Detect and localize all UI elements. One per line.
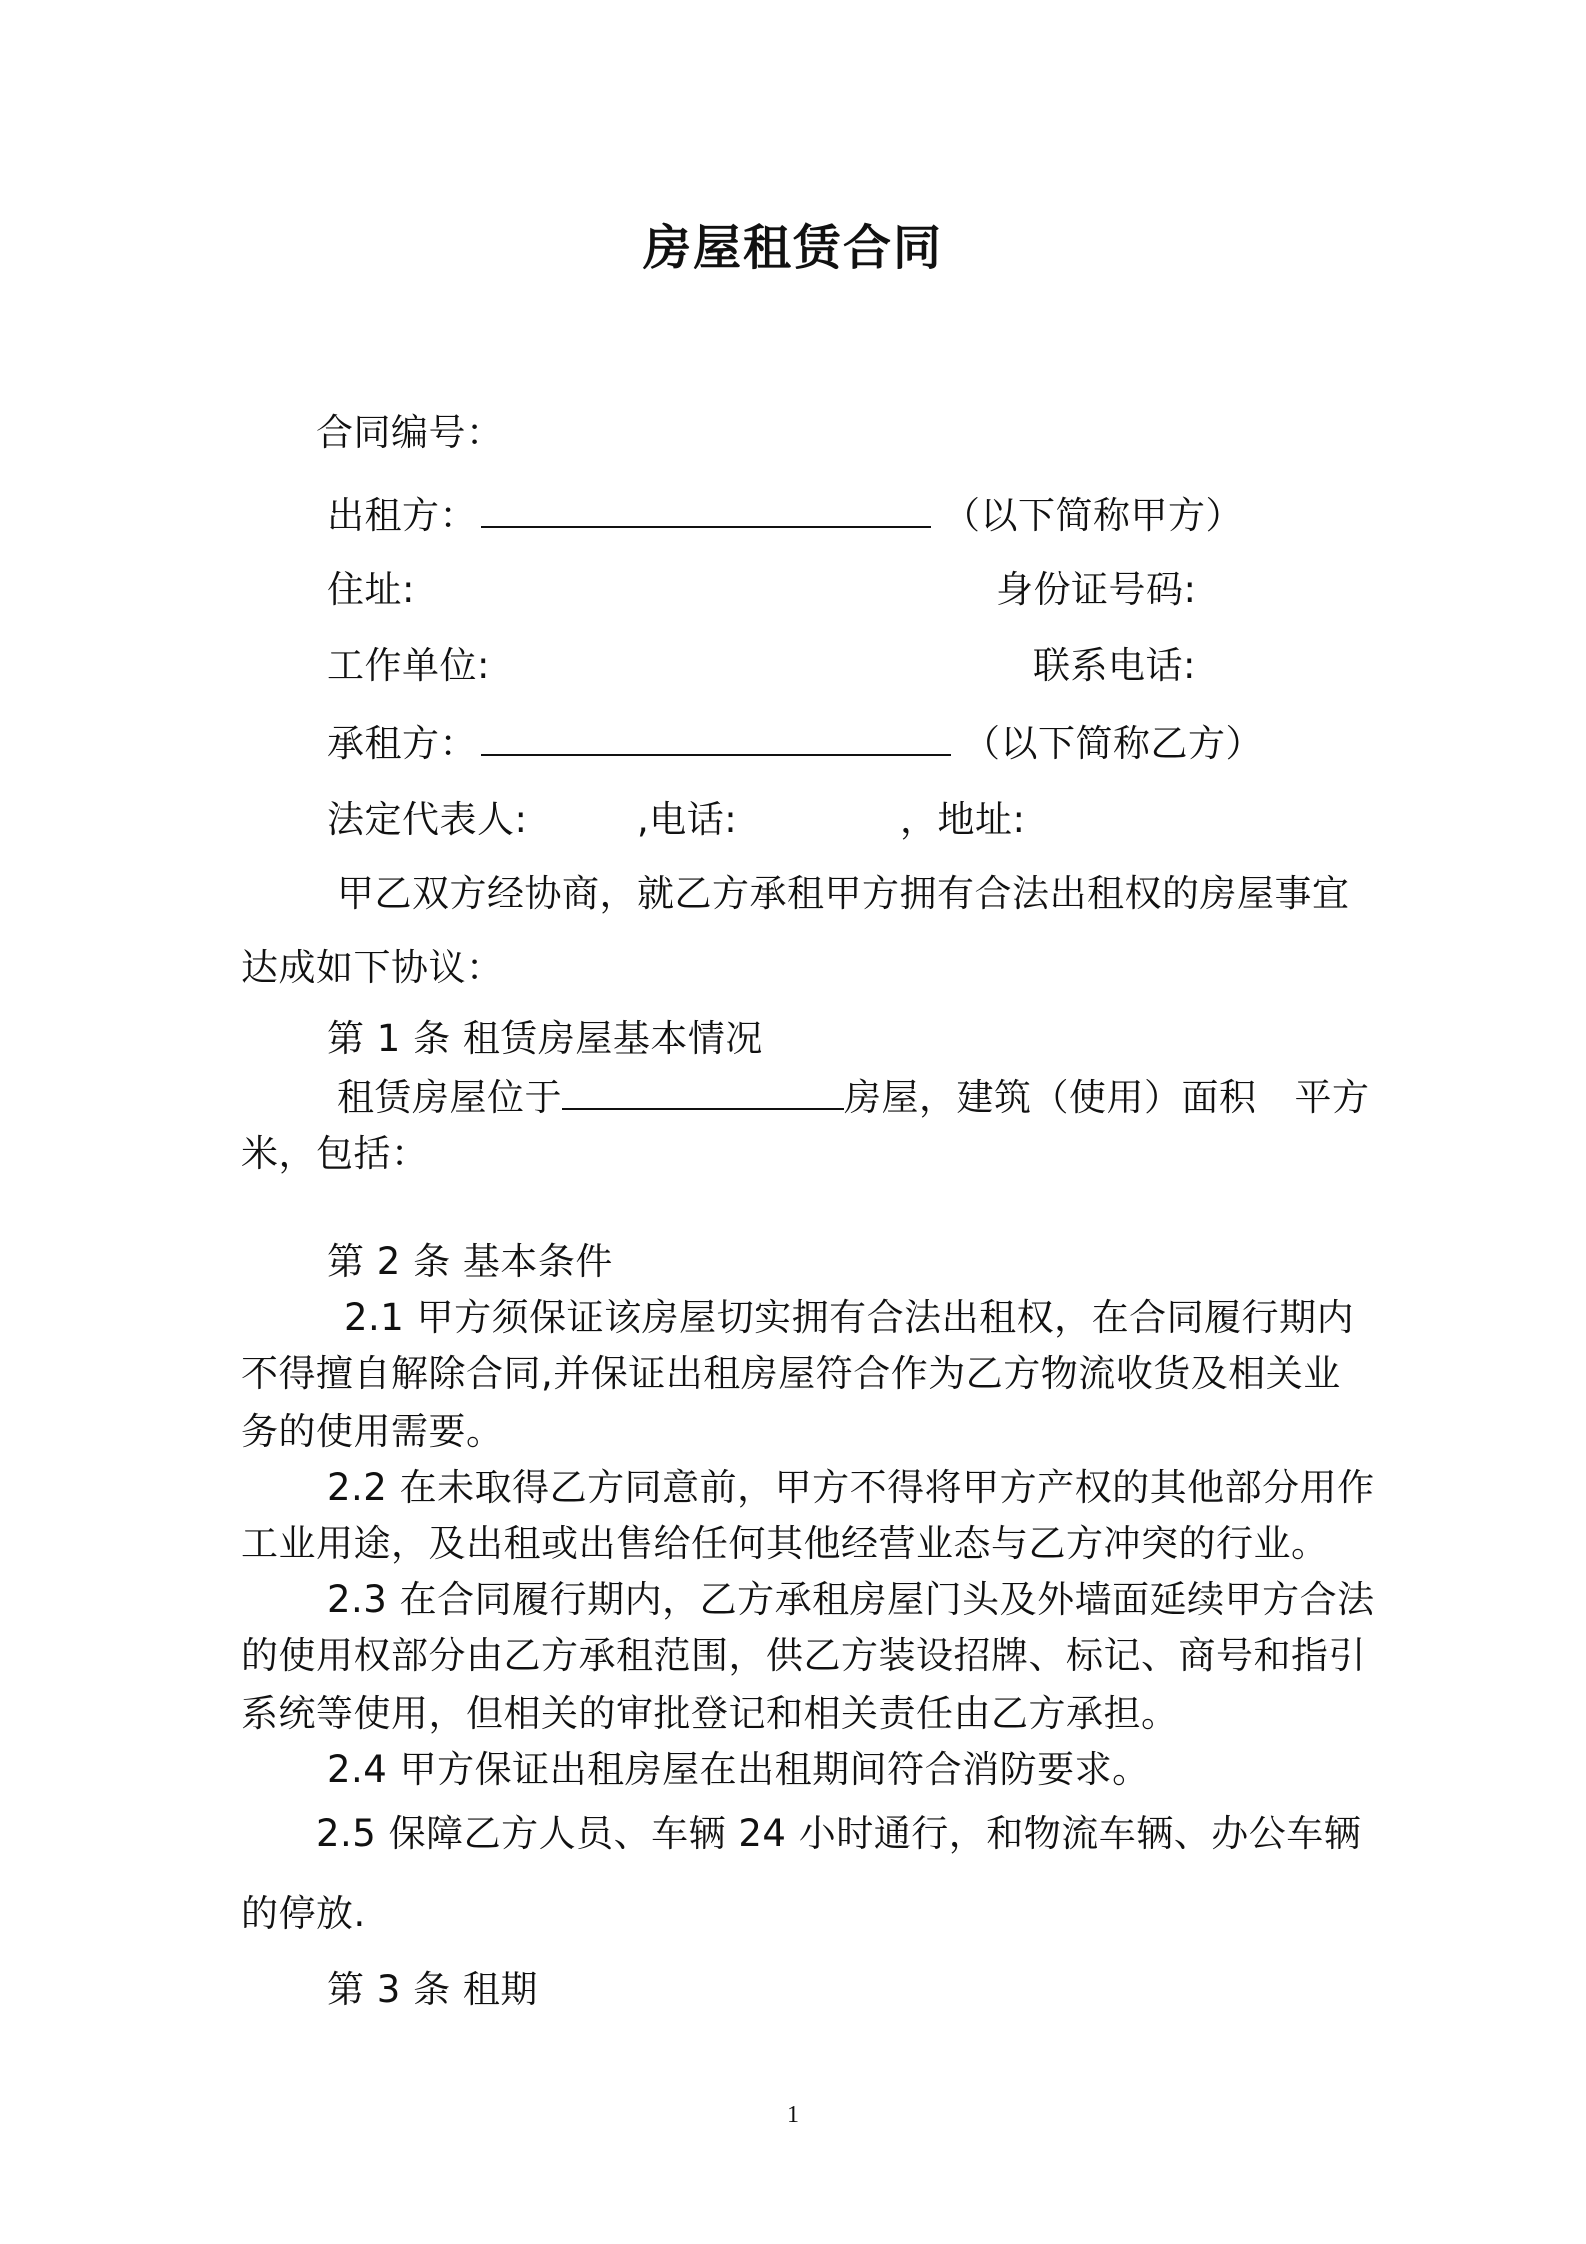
article-1-area-label: 房屋，建筑（使用）面积 — [844, 1076, 1257, 1119]
legal-rep-phone-label: ,电话: — [637, 798, 738, 841]
employer-label: 工作单位: — [327, 644, 490, 687]
page-number: 1 — [787, 2102, 799, 2128]
lessee-label: 承租方： — [327, 722, 477, 765]
clause-2-3-line-2: 的使用权部分由乙方承租范围，供乙方装设招牌、标记、商号和指引 — [241, 1634, 1366, 1677]
location-blank — [562, 1072, 844, 1110]
clause-2-5-line-2: 的停放. — [241, 1892, 366, 1935]
article-3-heading: 第 3 条 租期 — [327, 1968, 538, 2011]
clause-2-2-line-1: 2.2 在未取得乙方同意前，甲方不得将甲方产权的其他部分用作 — [327, 1466, 1375, 1509]
clause-2-1-line-2: 不得擅自解除合同,并保证出租房屋符合作为乙方物流收货及相关业 — [241, 1352, 1341, 1395]
lessor-blank — [481, 490, 931, 528]
contract-number-label: 合同编号： — [316, 411, 504, 454]
article-1-located-at: 租赁房屋位于 — [337, 1076, 562, 1119]
lessee-row — [327, 718, 1263, 768]
lessor-label: 出租方： — [327, 494, 477, 537]
lessee-suffix: （以下简称乙方） — [963, 722, 1263, 765]
article-1-line-1 — [337, 1072, 1370, 1122]
clause-2-1-line-1: 2.1 甲方须保证该房屋切实拥有合法出租权，在合同履行期内 — [344, 1296, 1355, 1339]
clause-2-5-line-1: 2.5 保障乙方人员、车辆 24 小时通行，和物流车辆、办公车辆 — [316, 1812, 1362, 1855]
intro-line-2: 达成如下协议： — [241, 946, 504, 989]
clause-2-1-line-3: 务的使用需要。 — [241, 1410, 504, 1453]
article-1-line-2: 米，包括： — [241, 1132, 429, 1175]
phone-label: 联系电话: — [1033, 644, 1196, 687]
article-1-unit: 平方 — [1294, 1076, 1370, 1119]
legal-rep-address-label: ，地址: — [900, 798, 1026, 841]
clause-2-3-line-1: 2.3 在合同履行期内，乙方承租房屋门头及外墙面延续甲方合法 — [327, 1578, 1375, 1621]
id-number-label: 身份证号码: — [996, 568, 1197, 611]
lessee-blank — [481, 718, 951, 756]
legal-rep-label: 法定代表人: — [327, 798, 528, 841]
lessor-row — [327, 490, 1243, 540]
article-1-heading: 第 1 条 租赁房屋基本情况 — [327, 1017, 763, 1060]
clause-2-3-line-3: 系统等使用，但相关的审批登记和相关责任由乙方承担。 — [241, 1692, 1179, 1735]
address-label: 住址: — [327, 568, 415, 611]
lessor-suffix: （以下简称甲方） — [943, 494, 1243, 537]
intro-line-1: 甲乙双方经协商，就乙方承租甲方拥有合法出租权的房屋事宜 — [337, 872, 1350, 915]
document-title: 房屋租赁合同 — [642, 220, 943, 276]
article-2-heading: 第 2 条 基本条件 — [327, 1240, 613, 1283]
clause-2-2-line-2: 工业用途，及出租或出售给任何其他经营业态与乙方冲突的行业。 — [241, 1522, 1329, 1565]
clause-2-4: 2.4 甲方保证出租房屋在出租期间符合消防要求。 — [327, 1748, 1150, 1791]
